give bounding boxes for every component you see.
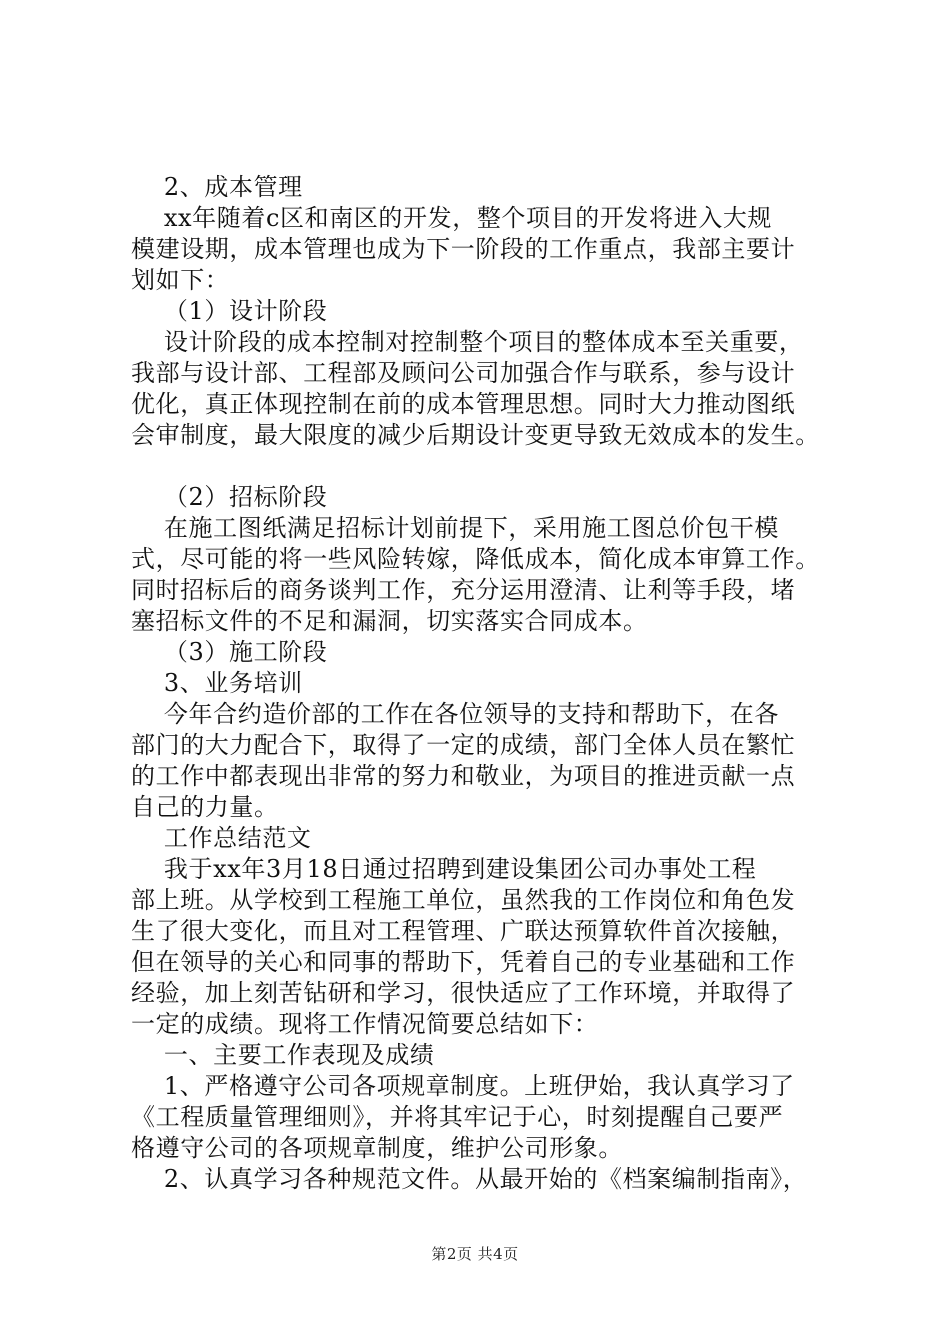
text-line: 2、认真学习各种规范文件。从最开始的《档案编制指南》，	[131, 1165, 808, 1193]
text-line: 今年合约造价部的工作在各位领导的支持和帮助下，在各	[131, 700, 779, 728]
text-line: 塞招标文件的不足和漏洞，切实落实合同成本。	[131, 607, 648, 635]
text-line: 部门的大力配合下，取得了一定的成绩，部门全体人员在繁忙	[131, 731, 796, 759]
text-line: 的工作中都表现出非常的努力和敬业，为项目的推进贡献一点	[131, 762, 796, 790]
text-line: 一、主要工作表现及成绩	[131, 1041, 435, 1069]
text-line: 设计阶段的成本控制对控制整个项目的整体成本至关重要，	[131, 328, 804, 356]
text-line: 但在领导的关心和同事的帮助下，凭着自己的专业基础和工作	[131, 948, 796, 976]
text-line: 1、严格遵守公司各项规章制度。上班伊始，我认真学习了	[131, 1072, 795, 1100]
text-line: （1）设计阶段	[131, 297, 328, 325]
text-line: 划如下：	[131, 266, 230, 294]
text-line: 生了很大变化，而且对工程管理、广联达预算软件首次接触，	[131, 917, 796, 945]
page-footer: 第2页 共4页	[431, 1245, 519, 1263]
text-line: 《工程质量管理细则》，并将其牢记于心，时刻提醒自己要严	[131, 1103, 784, 1131]
text-line: （2）招标阶段	[131, 483, 328, 511]
text-line: 经验，加上刻苦钻研和学习，很快适应了工作环境，并取得了	[131, 979, 796, 1007]
text-line: 2、成本管理	[131, 173, 303, 201]
text-line: 优化，真正体现控制在前的成本管理思想。同时大力推动图纸	[131, 390, 796, 418]
text-line: 我部与设计部、工程部及顾问公司加强合作与联系，参与设计	[131, 359, 796, 387]
text-line: 一定的成绩。现将工作情况简要总结如下：	[131, 1010, 599, 1038]
text-line: 自己的力量。	[131, 793, 279, 821]
text-line: 我于xx年3月18日通过招聘到建设集团公司办事处工程	[131, 855, 757, 883]
blank-line	[131, 451, 831, 482]
text-line: 同时招标后的商务谈判工作，充分运用澄清、让利等手段，堵	[131, 576, 796, 604]
text-line: 在施工图纸满足招标计划前提下，采用施工图总价包干模	[131, 514, 779, 542]
text-line: 会审制度，最大限度的减少后期设计变更导致无效成本的发生。	[131, 421, 820, 449]
text-line: 模建设期，成本管理也成为下一阶段的工作重点，我部主要计	[131, 235, 796, 263]
text-line: （3）施工阶段	[131, 638, 328, 666]
text-line: xx年随着c区和南区的开发，整个项目的开发将进入大规	[131, 204, 773, 232]
document-body	[131, 172, 831, 1195]
text-line: 格遵守公司的各项规章制度，维护公司形象。	[131, 1134, 623, 1162]
text-line: 3、业务培训	[131, 669, 303, 697]
text-line: 工作总结范文	[131, 824, 312, 852]
text-line: 式，尽可能的将一些风险转嫁，降低成本，简化成本审算工作。	[131, 545, 820, 573]
text-line: 部上班。从学校到工程施工单位，虽然我的工作岗位和角色发	[131, 886, 796, 914]
